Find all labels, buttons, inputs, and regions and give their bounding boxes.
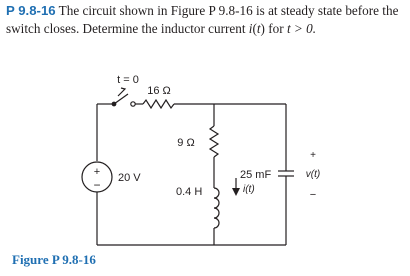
- voltage-minus-sign: −: [309, 189, 317, 201]
- resistor-16: [143, 100, 174, 108]
- switch-label: t = 0: [117, 74, 139, 86]
- source-plus-sign: +: [93, 166, 101, 178]
- time-condition: t > 0.: [286, 20, 316, 36]
- paren-open: (: [252, 20, 257, 36]
- capacitor-label: 25 mF: [240, 169, 272, 181]
- switch-symbol: [112, 88, 135, 106]
- problem-number: P 9.8-16: [6, 3, 56, 18]
- source-label: 20 V: [118, 172, 141, 184]
- current-arrowhead: [232, 188, 240, 196]
- resistor-9: [210, 126, 218, 157]
- source-minus-sign: −: [93, 178, 101, 192]
- resistor-9-label: 9 Ω: [177, 137, 195, 149]
- time-variable: t: [256, 20, 261, 36]
- voltage-plus-sign: +: [310, 150, 316, 161]
- resistor-16-label: 16 Ω: [147, 85, 171, 97]
- current-label: i(t): [243, 184, 255, 195]
- problem-text-part1: The circuit shown in Figure P 9.8-16 is at steady state before the switch closes. Determine the inductor current: [6, 3, 399, 36]
- current-variable: i: [248, 20, 253, 36]
- problem-text-part2: for: [264, 20, 287, 36]
- inductor-label: 0.4 H: [176, 186, 203, 198]
- paren-close: ): [260, 20, 265, 36]
- voltage-label: v(t): [305, 169, 321, 180]
- figure-caption: Figure P 9.8-16: [12, 252, 96, 267]
- inductor-coil: [214, 188, 219, 228]
